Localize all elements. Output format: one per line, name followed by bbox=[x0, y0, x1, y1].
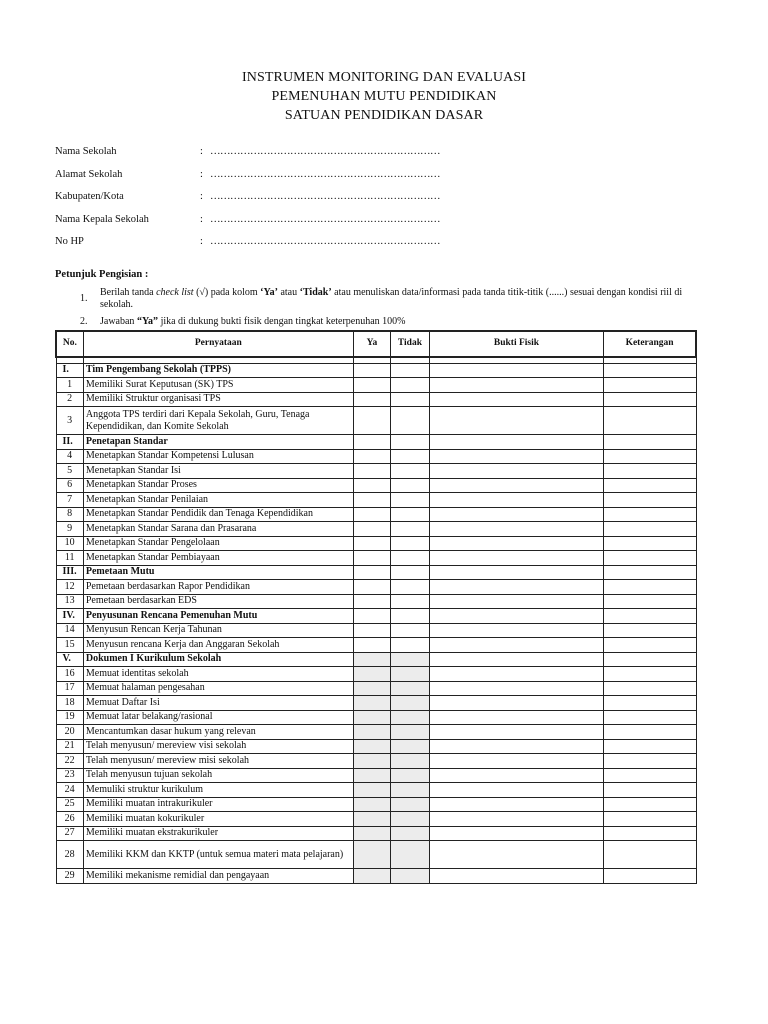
instruction-text: Jawaban “Ya” jika di dukung bukti fisik dengan tingkat keterpenuhan 100% bbox=[100, 316, 406, 327]
section-row bbox=[56, 363, 696, 378]
checkbox-tidak[interactable] bbox=[391, 551, 430, 566]
table-row bbox=[56, 551, 696, 566]
checkbox-ya[interactable] bbox=[353, 710, 390, 725]
row-number: 17 bbox=[56, 681, 83, 696]
info-label: Alamat Sekolah bbox=[55, 168, 123, 180]
bukti-fisik-cell[interactable] bbox=[429, 580, 603, 595]
checkbox-ya[interactable] bbox=[353, 522, 390, 537]
checkbox-tidak[interactable] bbox=[391, 407, 430, 435]
row-statement: Telah menyusun/ mereview misi sekolah bbox=[83, 754, 353, 769]
checkbox-ya[interactable] bbox=[353, 565, 390, 580]
keterangan-cell[interactable] bbox=[604, 739, 696, 754]
row-number: 11 bbox=[56, 551, 83, 566]
info-label: Kabupaten/Kota bbox=[55, 191, 124, 202]
keterangan-cell[interactable] bbox=[604, 507, 696, 522]
checkbox-tidak[interactable] bbox=[391, 565, 430, 580]
checkbox-tidak[interactable] bbox=[391, 536, 430, 551]
instruction-number: 2. bbox=[80, 316, 88, 327]
table-row bbox=[56, 783, 696, 798]
row-statement: Pemetaan berdasarkan EDS bbox=[83, 594, 353, 609]
row-number: 19 bbox=[56, 710, 83, 725]
checkbox-tidak[interactable] bbox=[391, 667, 430, 682]
bukti-fisik-cell[interactable] bbox=[429, 507, 603, 522]
bukti-fisik-cell[interactable] bbox=[429, 638, 603, 653]
row-statement: Memuat identitas sekolah bbox=[83, 667, 353, 682]
bukti-fisik-cell[interactable] bbox=[429, 449, 603, 464]
bukti-fisik-cell[interactable] bbox=[429, 378, 603, 393]
info-colon: : bbox=[200, 213, 203, 225]
bukti-fisik-cell[interactable] bbox=[429, 493, 603, 508]
checkbox-ya[interactable] bbox=[353, 536, 390, 551]
row-number: 4 bbox=[56, 449, 83, 464]
table-row bbox=[56, 681, 696, 696]
checkbox-tidak[interactable] bbox=[391, 449, 430, 464]
info-row bbox=[55, 169, 440, 192]
bukti-fisik-cell[interactable] bbox=[429, 594, 603, 609]
checkbox-ya[interactable] bbox=[353, 478, 390, 493]
row-statement: Pemetaan berdasarkan Rapor Pendidikan bbox=[83, 580, 353, 595]
bukti-fisik-cell[interactable] bbox=[429, 739, 603, 754]
info-colon: : bbox=[200, 168, 203, 180]
info-label: Nama Sekolah bbox=[55, 146, 117, 157]
checkbox-ya[interactable] bbox=[353, 407, 390, 435]
table-row bbox=[56, 536, 696, 551]
bukti-fisik-cell[interactable] bbox=[429, 783, 603, 798]
section-row bbox=[56, 609, 696, 624]
checkbox-tidak[interactable] bbox=[391, 841, 430, 869]
row-statement: Memuat Daftar Isi bbox=[83, 696, 353, 711]
checkbox-ya[interactable] bbox=[353, 869, 390, 884]
row-statement: Mencantumkan dasar hukum yang relevan bbox=[83, 725, 353, 740]
checkbox-tidak[interactable] bbox=[391, 652, 430, 667]
row-statement: Memiliki Struktur organisasi TPS bbox=[83, 392, 353, 407]
row-statement: Memiliki KKM dan KKTP (untuk semua materi mata pelajaran) bbox=[83, 841, 353, 869]
checkbox-ya[interactable] bbox=[353, 551, 390, 566]
table-row bbox=[56, 841, 696, 869]
checkbox-tidak[interactable] bbox=[391, 464, 430, 479]
keterangan-cell[interactable] bbox=[604, 435, 696, 450]
school-info-form bbox=[55, 146, 440, 259]
bukti-fisik-cell[interactable] bbox=[429, 841, 603, 869]
row-number: III. bbox=[56, 565, 83, 580]
monitoring-table bbox=[55, 330, 697, 884]
bukti-fisik-cell[interactable] bbox=[429, 710, 603, 725]
table-row bbox=[56, 464, 696, 479]
row-number: 23 bbox=[56, 768, 83, 783]
checkbox-ya[interactable] bbox=[353, 797, 390, 812]
checkbox-tidak[interactable] bbox=[391, 378, 430, 393]
checkbox-ya[interactable] bbox=[353, 392, 390, 407]
row-number: 14 bbox=[56, 623, 83, 638]
checkbox-ya[interactable] bbox=[353, 696, 390, 711]
checkbox-tidak[interactable] bbox=[391, 869, 430, 884]
bukti-fisik-cell[interactable] bbox=[429, 565, 603, 580]
row-statement: Memuliki struktur kurikulum bbox=[83, 783, 353, 798]
checkbox-tidak[interactable] bbox=[391, 754, 430, 769]
checkbox-tidak[interactable] bbox=[391, 493, 430, 508]
row-statement: Menetapkan Standar Sarana dan Prasarana bbox=[83, 522, 353, 537]
bukti-fisik-cell[interactable] bbox=[429, 768, 603, 783]
instructions-heading: Petunjuk Pengisian : bbox=[55, 269, 149, 280]
keterangan-cell[interactable] bbox=[604, 681, 696, 696]
table-row bbox=[56, 623, 696, 638]
bukti-fisik-cell[interactable] bbox=[429, 536, 603, 551]
row-number: 7 bbox=[56, 493, 83, 508]
info-fill-line[interactable]: …………………………………………………………… bbox=[210, 191, 440, 202]
checkbox-ya[interactable] bbox=[353, 754, 390, 769]
checkbox-ya[interactable] bbox=[353, 812, 390, 827]
row-number: 13 bbox=[56, 594, 83, 609]
checkbox-ya[interactable] bbox=[353, 363, 390, 378]
checkbox-tidak[interactable] bbox=[391, 580, 430, 595]
row-number: 20 bbox=[56, 725, 83, 740]
row-number: 3 bbox=[56, 407, 83, 435]
title-line-2: PEMENUHAN MUTU PENDIDIKAN bbox=[271, 89, 497, 104]
info-colon: : bbox=[200, 146, 203, 157]
bukti-fisik-cell[interactable] bbox=[429, 392, 603, 407]
row-statement: Menetapkan Standar Penilaian bbox=[83, 493, 353, 508]
checkbox-tidak[interactable] bbox=[391, 797, 430, 812]
keterangan-cell[interactable] bbox=[604, 551, 696, 566]
header-tidak: Tidak bbox=[391, 331, 430, 357]
table-row bbox=[56, 392, 696, 407]
keterangan-cell[interactable] bbox=[604, 536, 696, 551]
table-row bbox=[56, 812, 696, 827]
section-row bbox=[56, 565, 696, 580]
bukti-fisik-cell[interactable] bbox=[429, 435, 603, 450]
row-number: V. bbox=[56, 652, 83, 667]
row-number: 21 bbox=[56, 739, 83, 754]
table-row bbox=[56, 667, 696, 682]
info-label: Nama Kepala Sekolah bbox=[55, 213, 149, 225]
keterangan-cell[interactable] bbox=[604, 623, 696, 638]
table-row bbox=[56, 754, 696, 769]
info-row bbox=[55, 236, 440, 259]
checkbox-ya[interactable] bbox=[353, 378, 390, 393]
checkbox-tidak[interactable] bbox=[391, 522, 430, 537]
keterangan-cell[interactable] bbox=[604, 696, 696, 711]
checkbox-tidak[interactable] bbox=[391, 739, 430, 754]
bukti-fisik-cell[interactable] bbox=[429, 609, 603, 624]
keterangan-cell[interactable] bbox=[604, 710, 696, 725]
info-fill-line[interactable]: …………………………………………………………… bbox=[210, 168, 440, 180]
info-row bbox=[55, 214, 440, 237]
info-colon: : bbox=[200, 236, 203, 247]
row-statement: Menetapkan Standar Kompetensi Lulusan bbox=[83, 449, 353, 464]
row-number: 1 bbox=[56, 378, 83, 393]
keterangan-cell[interactable] bbox=[604, 493, 696, 508]
table-row bbox=[56, 725, 696, 740]
checkbox-ya[interactable] bbox=[353, 841, 390, 869]
bukti-fisik-cell[interactable] bbox=[429, 551, 603, 566]
row-statement: Anggota TPS terdiri dari Kepala Sekolah, Guru, Tenaga Kependidikan, dan Komite Sekolah bbox=[83, 407, 353, 435]
row-number: 2 bbox=[56, 392, 83, 407]
row-statement: Menetapkan Standar Pendidik dan Tenaga Kependidikan bbox=[83, 507, 353, 522]
checkbox-tidak[interactable] bbox=[391, 768, 430, 783]
checkbox-ya[interactable] bbox=[353, 609, 390, 624]
table-row bbox=[56, 797, 696, 812]
header-bukti-fisik: Bukti Fisik bbox=[429, 331, 603, 357]
keterangan-cell[interactable] bbox=[604, 869, 696, 884]
keterangan-cell[interactable] bbox=[604, 378, 696, 393]
bukti-fisik-cell[interactable] bbox=[429, 725, 603, 740]
row-statement: Menyusun rencana Kerja dan Anggaran Sekolah bbox=[83, 638, 353, 653]
row-number: 16 bbox=[56, 667, 83, 682]
table-row bbox=[56, 739, 696, 754]
keterangan-cell[interactable] bbox=[604, 478, 696, 493]
bukti-fisik-cell[interactable] bbox=[429, 667, 603, 682]
row-statement: Memuat latar belakang/rasional bbox=[83, 710, 353, 725]
row-statement: Memuat halaman pengesahan bbox=[83, 681, 353, 696]
keterangan-cell[interactable] bbox=[604, 783, 696, 798]
row-statement: Memiliki muatan ekstrakurikuler bbox=[83, 826, 353, 841]
row-number: II. bbox=[56, 435, 83, 450]
header-no: No. bbox=[56, 331, 83, 357]
row-number: 15 bbox=[56, 638, 83, 653]
row-statement: Menyusun Rencan Kerja Tahunan bbox=[83, 623, 353, 638]
section-row bbox=[56, 435, 696, 450]
row-statement: Memiliki Surat Keputusan (SK) TPS bbox=[83, 378, 353, 393]
keterangan-cell[interactable] bbox=[604, 841, 696, 869]
instruction-number: 1. bbox=[80, 293, 88, 304]
checkbox-tidak[interactable] bbox=[391, 435, 430, 450]
row-statement: Tim Pengembang Sekolah (TPPS) bbox=[83, 363, 353, 378]
keterangan-cell[interactable] bbox=[604, 725, 696, 740]
title-line-3: SATUAN PENDIDIKAN DASAR bbox=[284, 108, 484, 123]
header-keterangan: Keterangan bbox=[604, 331, 696, 357]
checkbox-tidak[interactable] bbox=[391, 609, 430, 624]
table-row bbox=[56, 869, 696, 884]
keterangan-cell[interactable] bbox=[604, 826, 696, 841]
header-ya: Ya bbox=[353, 331, 390, 357]
row-number: 26 bbox=[56, 812, 83, 827]
bukti-fisik-cell[interactable] bbox=[429, 797, 603, 812]
row-statement: Telah menyusun tujuan sekolah bbox=[83, 768, 353, 783]
row-statement: Memiliki muatan intrakurikuler bbox=[83, 797, 353, 812]
table-row bbox=[56, 522, 696, 537]
checkbox-ya[interactable] bbox=[353, 638, 390, 653]
info-fill-line[interactable]: …………………………………………………………… bbox=[210, 213, 440, 225]
checkbox-ya[interactable] bbox=[353, 739, 390, 754]
keterangan-cell[interactable] bbox=[604, 768, 696, 783]
table-row bbox=[56, 594, 696, 609]
checkbox-tidak[interactable] bbox=[391, 638, 430, 653]
table-row bbox=[56, 710, 696, 725]
table-row bbox=[56, 638, 696, 653]
row-statement: Penetapan Standar bbox=[83, 435, 353, 450]
bukti-fisik-cell[interactable] bbox=[429, 363, 603, 378]
document-title bbox=[0, 68, 768, 125]
table-row bbox=[56, 378, 696, 393]
checkbox-tidak[interactable] bbox=[391, 594, 430, 609]
checkbox-tidak[interactable] bbox=[391, 507, 430, 522]
section-row bbox=[56, 652, 696, 667]
row-statement: Pemetaan Mutu bbox=[83, 565, 353, 580]
keterangan-cell[interactable] bbox=[604, 797, 696, 812]
bukti-fisik-cell[interactable] bbox=[429, 522, 603, 537]
row-number: IV. bbox=[56, 609, 83, 624]
checkbox-ya[interactable] bbox=[353, 725, 390, 740]
table-row bbox=[56, 696, 696, 711]
checkbox-ya[interactable] bbox=[353, 493, 390, 508]
row-statement: Penyusunan Rencana Pemenuhan Mutu bbox=[83, 609, 353, 624]
checkbox-ya[interactable] bbox=[353, 507, 390, 522]
keterangan-cell[interactable] bbox=[604, 754, 696, 769]
checkbox-ya[interactable] bbox=[353, 623, 390, 638]
keterangan-cell[interactable] bbox=[604, 565, 696, 580]
row-number: 24 bbox=[56, 783, 83, 798]
title-line-1: INSTRUMEN MONITORING DAN EVALUASI bbox=[242, 70, 526, 85]
keterangan-cell[interactable] bbox=[604, 812, 696, 827]
row-statement: Menetapkan Standar Isi bbox=[83, 464, 353, 479]
row-statement: Memiliki mekanisme remidial dan pengayaan bbox=[83, 869, 353, 884]
table-row bbox=[56, 407, 696, 435]
table-header-row bbox=[56, 331, 696, 357]
row-statement: Memiliki muatan kokurikuler bbox=[83, 812, 353, 827]
keterangan-cell[interactable] bbox=[604, 522, 696, 537]
bukti-fisik-cell[interactable] bbox=[429, 652, 603, 667]
checkbox-ya[interactable] bbox=[353, 681, 390, 696]
keterangan-cell[interactable] bbox=[604, 407, 696, 435]
checkbox-ya[interactable] bbox=[353, 464, 390, 479]
row-number: 12 bbox=[56, 580, 83, 595]
keterangan-cell[interactable] bbox=[604, 652, 696, 667]
row-number: 9 bbox=[56, 522, 83, 537]
row-number: 5 bbox=[56, 464, 83, 479]
row-number: 6 bbox=[56, 478, 83, 493]
table-row bbox=[56, 826, 696, 841]
checkbox-ya[interactable] bbox=[353, 783, 390, 798]
row-number: 8 bbox=[56, 507, 83, 522]
bukti-fisik-cell[interactable] bbox=[429, 623, 603, 638]
table-row bbox=[56, 768, 696, 783]
checkbox-tidak[interactable] bbox=[391, 681, 430, 696]
table-row bbox=[56, 580, 696, 595]
info-label: No HP bbox=[55, 236, 84, 247]
info-row bbox=[55, 146, 440, 169]
keterangan-cell[interactable] bbox=[604, 594, 696, 609]
bukti-fisik-cell[interactable] bbox=[429, 812, 603, 827]
checkbox-ya[interactable] bbox=[353, 667, 390, 682]
checkbox-ya[interactable] bbox=[353, 435, 390, 450]
keterangan-cell[interactable] bbox=[604, 363, 696, 378]
info-fill-line[interactable]: …………………………………………………………… bbox=[210, 146, 440, 157]
keterangan-cell[interactable] bbox=[604, 580, 696, 595]
row-number: 10 bbox=[56, 536, 83, 551]
bukti-fisik-cell[interactable] bbox=[429, 696, 603, 711]
keterangan-cell[interactable] bbox=[604, 667, 696, 682]
bukti-fisik-cell[interactable] bbox=[429, 464, 603, 479]
checkbox-tidak[interactable] bbox=[391, 783, 430, 798]
row-number: 22 bbox=[56, 754, 83, 769]
checkbox-tidak[interactable] bbox=[391, 826, 430, 841]
row-number: 29 bbox=[56, 869, 83, 884]
checkbox-tidak[interactable] bbox=[391, 363, 430, 378]
keterangan-cell[interactable] bbox=[604, 609, 696, 624]
bukti-fisik-cell[interactable] bbox=[429, 478, 603, 493]
instruction-text: Berilah tanda check list (√) pada kolom ‘Ya’ atau ‘Tidak’ atau menuliskan data/informasi pada tanda titik-titik (......) sesuai dengan kondisi riil di sekolah. bbox=[100, 287, 683, 310]
row-number: 18 bbox=[56, 696, 83, 711]
checkbox-tidak[interactable] bbox=[391, 392, 430, 407]
row-statement: Menetapkan Standar Proses bbox=[83, 478, 353, 493]
bukti-fisik-cell[interactable] bbox=[429, 407, 603, 435]
checkbox-ya[interactable] bbox=[353, 449, 390, 464]
row-statement: Menetapkan Standar Pengelolaan bbox=[83, 536, 353, 551]
keterangan-cell[interactable] bbox=[604, 449, 696, 464]
checkbox-tidak[interactable] bbox=[391, 623, 430, 638]
table-row bbox=[56, 449, 696, 464]
header-pernyataan: Pernyataan bbox=[83, 331, 353, 357]
row-statement: Dokumen I Kurikulum Sekolah bbox=[83, 652, 353, 667]
info-colon: : bbox=[200, 191, 203, 202]
checkbox-tidak[interactable] bbox=[391, 725, 430, 740]
checkbox-tidak[interactable] bbox=[391, 696, 430, 711]
checkbox-tidak[interactable] bbox=[391, 812, 430, 827]
row-statement: Menetapkan Standar Pembiayaan bbox=[83, 551, 353, 566]
row-number: I. bbox=[56, 363, 83, 378]
table-row bbox=[56, 478, 696, 493]
info-row bbox=[55, 191, 440, 214]
checkbox-ya[interactable] bbox=[353, 580, 390, 595]
bukti-fisik-cell[interactable] bbox=[429, 826, 603, 841]
row-number: 27 bbox=[56, 826, 83, 841]
info-fill-line[interactable]: …………………………………………………………… bbox=[210, 236, 440, 247]
checkbox-ya[interactable] bbox=[353, 768, 390, 783]
keterangan-cell[interactable] bbox=[604, 392, 696, 407]
checkbox-ya[interactable] bbox=[353, 826, 390, 841]
bukti-fisik-cell[interactable] bbox=[429, 681, 603, 696]
bukti-fisik-cell[interactable] bbox=[429, 869, 603, 884]
bukti-fisik-cell[interactable] bbox=[429, 754, 603, 769]
checkbox-tidak[interactable] bbox=[391, 710, 430, 725]
row-statement: Telah menyusun/ mereview visi sekolah bbox=[83, 739, 353, 754]
checkbox-ya[interactable] bbox=[353, 652, 390, 667]
table-row bbox=[56, 507, 696, 522]
checkbox-ya[interactable] bbox=[353, 594, 390, 609]
keterangan-cell[interactable] bbox=[604, 464, 696, 479]
row-number: 25 bbox=[56, 797, 83, 812]
row-number: 28 bbox=[56, 841, 83, 869]
keterangan-cell[interactable] bbox=[604, 638, 696, 653]
checkbox-tidak[interactable] bbox=[391, 478, 430, 493]
table-row bbox=[56, 493, 696, 508]
